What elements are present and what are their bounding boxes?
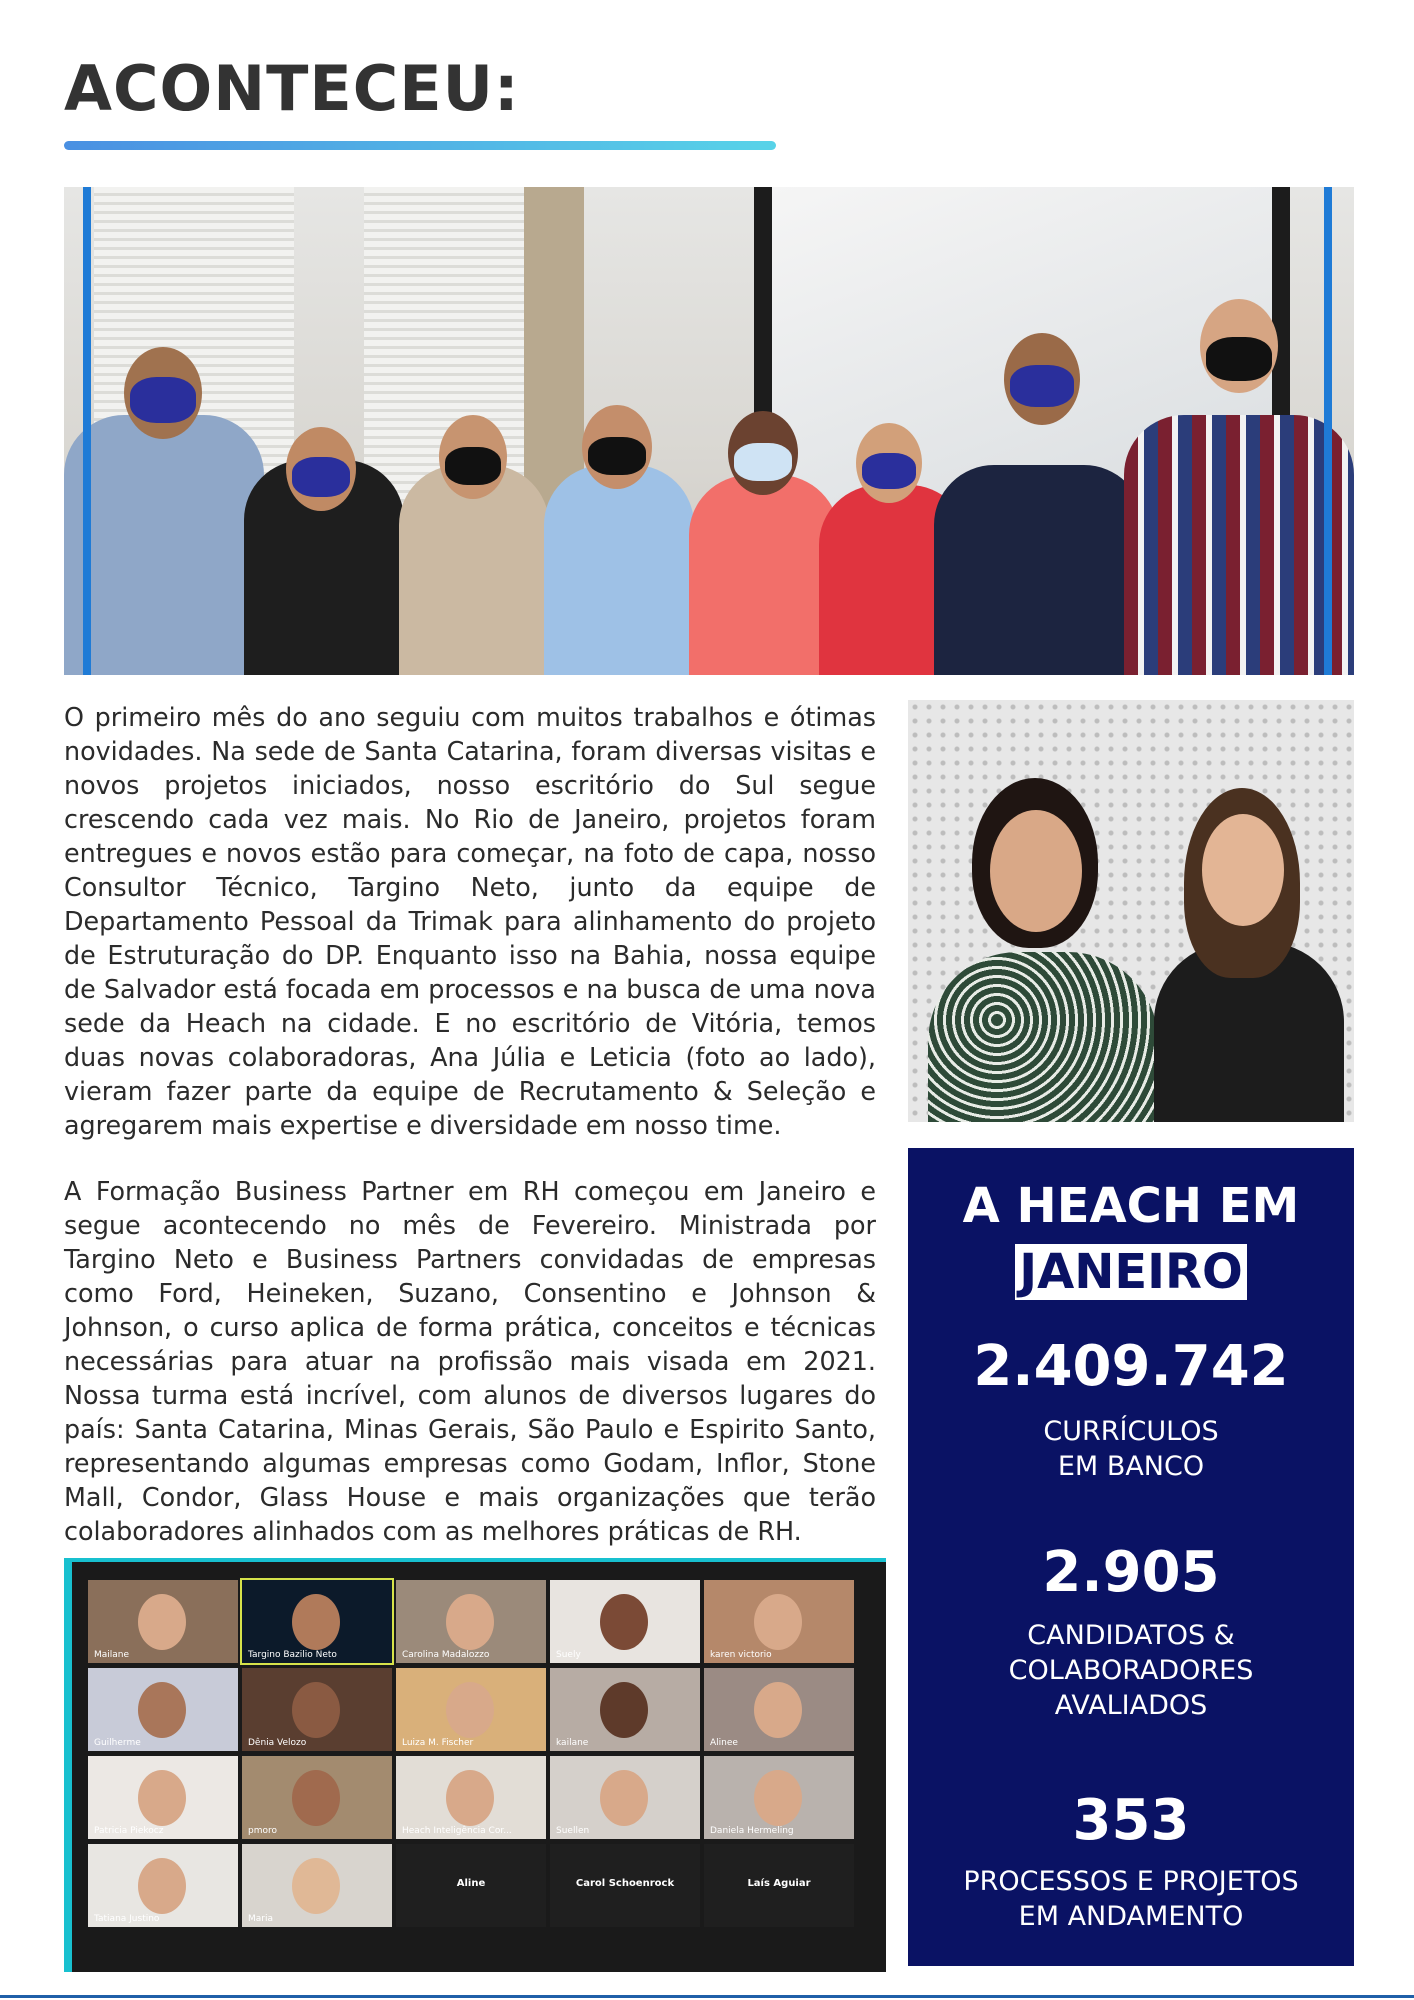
participant-tile-camera-off: Carol Schoenrock — [550, 1844, 700, 1927]
face-mask — [292, 457, 350, 497]
stat-label-candidatos: CANDIDATOS & COLABORADORES AVALIADOS — [1008, 1620, 1254, 1721]
participant-tile: Targino Bazilio Neto — [242, 1580, 392, 1663]
photo-frame-right — [1324, 187, 1332, 675]
person-head — [990, 810, 1082, 932]
face-mask — [1206, 337, 1272, 381]
participant-tile: Suellen — [550, 1756, 700, 1839]
face-mask — [862, 453, 916, 489]
participant-tile: Alinee — [704, 1668, 854, 1751]
person — [544, 465, 694, 675]
participant-tile-camera-off: Laís Aguiar — [704, 1844, 854, 1927]
stats-heading-highlight: JANEIRO — [908, 1244, 1354, 1300]
person — [934, 465, 1144, 675]
stats-panel — [908, 1148, 1354, 1966]
title-underline — [64, 141, 776, 150]
colleagues-photo — [908, 700, 1354, 1122]
participant-tile: Maria — [242, 1844, 392, 1927]
face-mask — [588, 437, 646, 475]
article-paragraph-2: A Formação Business Partner em RH começou em Janeiro e segue acontecendo no mês de Fevereiro. Ministrada por Targino Neto e Business Partners convidadas de empresas como Ford, Heineken, Suzano, Consentino e Johnson & Johnson, o curso aplica de forma prática, conceitos e técnicas necessárias para atuar na profissão mais visada em 2021. Nossa turma está incrível, com alunos de diversos lugares do país: Santa Catarina, Minas Gerais, São Paulo e Espirito Santo, representando algumas empresas como Godam, Inflor, Stone Mall, Condor, Glass House e mais organizações que terão colaboradores alinhados com as melhores práticas de RH. — [64, 1176, 876, 1546]
person — [1124, 415, 1354, 675]
page-title: ACONTECEU: — [64, 52, 520, 125]
face-mask — [1010, 365, 1074, 407]
stat-value-curriculos: 2.409.742 — [973, 1334, 1289, 1399]
footer-line — [0, 1995, 1414, 1998]
person — [689, 475, 839, 675]
photo-frame-left — [83, 187, 91, 675]
participant-tile: Dênia Velozo — [242, 1668, 392, 1751]
stat-value-candidatos: 2.905 — [1042, 1540, 1220, 1605]
participant-tile: karen victorio — [704, 1580, 854, 1663]
stats-heading: A HEACH EM — [962, 1178, 1300, 1234]
stat-value-processos: 353 — [1072, 1788, 1190, 1853]
face-mask — [445, 447, 501, 485]
participant-tile: Daniela Hermeling — [704, 1756, 854, 1839]
stat-label-curriculos: CURRÍCULOS EM BANCO — [1043, 1416, 1219, 1482]
participant-tile: Carolina Madalozzo — [396, 1580, 546, 1663]
face-mask — [734, 443, 792, 481]
video-meeting-screenshot — [64, 1558, 886, 1972]
participant-tile: Suely — [550, 1580, 700, 1663]
person-head — [1202, 814, 1284, 926]
team-photo — [64, 187, 1354, 675]
article-paragraph-1: O primeiro mês do ano seguiu com muitos trabalhos e ótimas novidades. Na sede de Santa Catarina, foram diversas visitas e novos projetos iniciados, nosso escritório do Sul segue crescendo cada vez mais. No Rio de Janeiro, projetos foram entregues e novos estão para começar, na foto de capa, nosso Consultor Técnico, Targino Neto, junto da equipe de Departamento Pessoal da Trimak para alinhamento do projeto de Estruturação do DP. Enquanto isso na Bahia, nossa equipe de Salvador está focada em processos e na busca de uma nova sede da Heach na cidade. E no escritório de Vitória, temos duas novas colaboradoras, Ana Júlia e Leticia (foto ao lado), vieram fazer parte da equipe de Recrutamento & Seleção e agregarem mais expertise e diversidade em nosso time. — [64, 702, 876, 1140]
person — [928, 952, 1158, 1122]
participant-tile-camera-off: Aline — [396, 1844, 546, 1927]
participant-tile: Tatiana Justino — [88, 1844, 238, 1927]
participant-tile: pmoro — [242, 1756, 392, 1839]
participant-tile: Guilherme — [88, 1668, 238, 1751]
person — [64, 415, 264, 675]
face-mask — [130, 377, 196, 423]
stat-label-processos: PROCESSOS E PROJETOS EM ANDAMENTO — [963, 1866, 1299, 1932]
participant-tile: kailane — [550, 1668, 700, 1751]
participant-tile: Luiza M. Fischer — [396, 1668, 546, 1751]
participant-tile: Patricia Piekocz — [88, 1756, 238, 1839]
participant-tile: Heach Inteligência Cor... — [396, 1756, 546, 1839]
participant-tile: Mailane — [88, 1580, 238, 1663]
